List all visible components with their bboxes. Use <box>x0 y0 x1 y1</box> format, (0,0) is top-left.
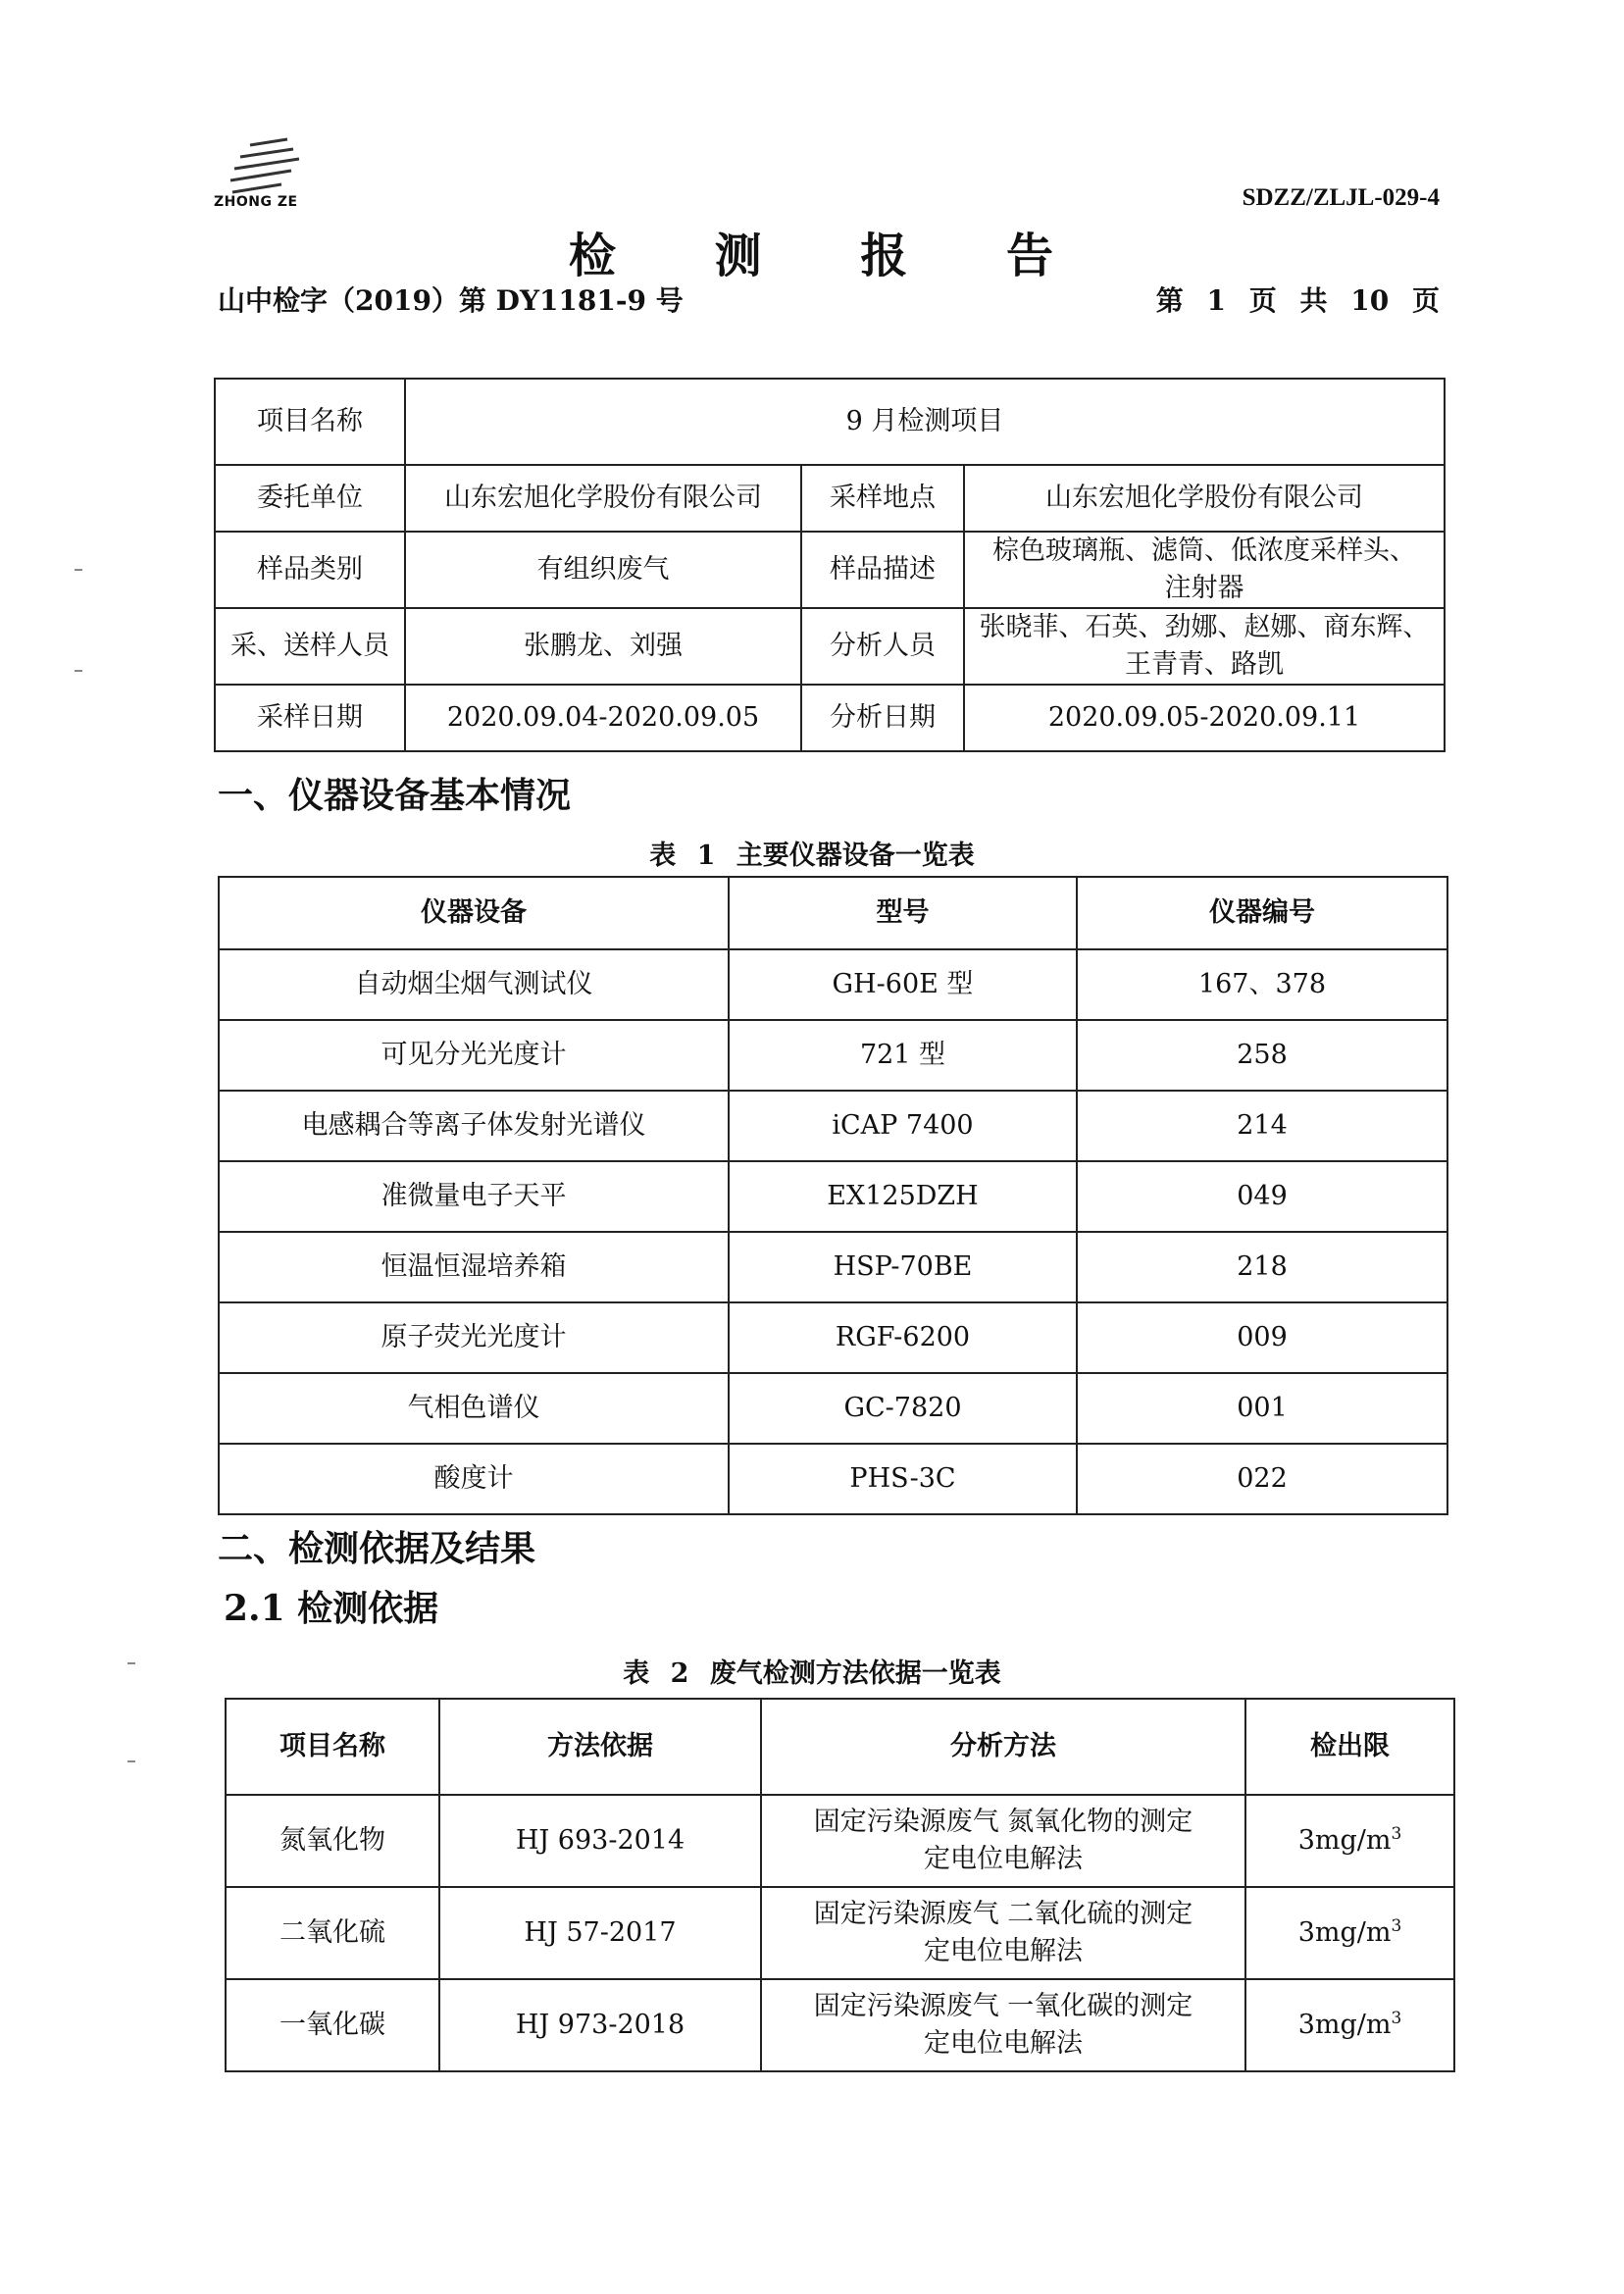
column-header: 分析方法 <box>761 1699 1245 1795</box>
instrument-name: 可见分光光度计 <box>219 1020 729 1091</box>
table-header-row <box>226 1699 1454 1795</box>
detection-limit <box>1245 1887 1454 1979</box>
desc-value-line: 注射器 <box>1164 573 1244 603</box>
project-value: 9 月检测项目 <box>405 379 1445 465</box>
limit-exponent: 3 <box>1391 1916 1402 1936</box>
subsection-heading: 2.1 检测依据 <box>224 1588 439 1629</box>
logo-text: ZHONG ZE <box>214 194 298 210</box>
sampler-label: 采、送样人员 <box>215 608 405 685</box>
project-label: 项目名称 <box>215 379 405 465</box>
analysis-method-line: 固定污染源废气 氮氧化物的测定 <box>813 1807 1193 1837</box>
client-value: 山东宏旭化学股份有限公司 <box>405 465 801 532</box>
instrument-name: 恒温恒湿培养箱 <box>219 1232 729 1302</box>
section-heading: 一、仪器设备基本情况 <box>218 775 572 816</box>
limit-value: 3mg/m <box>1297 1825 1392 1856</box>
pollutant-name: 氮氧化物 <box>226 1795 439 1887</box>
analyst-value-line: 王青青、路凯 <box>1125 649 1284 680</box>
instrument-id: 258 <box>1077 1020 1447 1091</box>
column-header: 型号 <box>729 877 1077 949</box>
analyst-label: 分析人员 <box>801 608 964 685</box>
instrument-model: HSP-70BE <box>729 1232 1077 1302</box>
instrument-id: 022 <box>1077 1444 1447 1514</box>
sample-date-value: 2020.09.04-2020.09.05 <box>405 685 801 751</box>
category-label: 样品类别 <box>215 532 405 608</box>
scan-mark <box>75 670 82 672</box>
column-header: 仪器编号 <box>1077 877 1447 949</box>
instrument-model: 721 型 <box>729 1020 1077 1091</box>
table-row <box>215 532 1445 608</box>
instrument-name: 电感耦合等离子体发射光谱仪 <box>219 1091 729 1161</box>
instrument-id: 218 <box>1077 1232 1447 1302</box>
instrument-model: PHS-3C <box>729 1444 1077 1514</box>
table-row <box>215 685 1445 751</box>
analyst-value <box>964 608 1445 685</box>
analysis-method-line: 固定污染源废气 一氧化碳的测定 <box>813 1991 1193 2021</box>
analysis-method-line: 定电位电解法 <box>924 2028 1083 2059</box>
sampler-value: 张鹏龙、刘强 <box>405 608 801 685</box>
analysis-date-value: 2020.09.05-2020.09.11 <box>964 685 1445 751</box>
category-value: 有组织废气 <box>405 532 801 608</box>
table-caption: 表 2 废气检测方法依据一览表 <box>623 1658 1001 1689</box>
limit-value: 3mg/m <box>1297 1917 1392 1948</box>
limit-exponent: 3 <box>1391 2009 1402 2028</box>
table-row <box>219 1020 1447 1091</box>
report-number: 山中检字（2019）第 DY1181-9 号 <box>218 284 684 317</box>
analysis-method-line: 定电位电解法 <box>924 1936 1083 1966</box>
analysis-date-label: 分析日期 <box>801 685 964 751</box>
limit-value: 3mg/m <box>1297 2010 1392 2040</box>
instrument-id: 214 <box>1077 1091 1447 1161</box>
table-row <box>219 1444 1447 1514</box>
table-row <box>215 379 1445 465</box>
table-caption: 表 1 主要仪器设备一览表 <box>649 841 975 871</box>
table-row <box>219 1373 1447 1444</box>
analysis-method <box>761 1887 1245 1979</box>
instrument-name: 原子荧光光度计 <box>219 1302 729 1373</box>
sample-date-label: 采样日期 <box>215 685 405 751</box>
instrument-id: 001 <box>1077 1373 1447 1444</box>
detection-limit <box>1245 1979 1454 2071</box>
method-standard: HJ 693-2014 <box>439 1795 761 1887</box>
instrument-model: EX125DZH <box>729 1161 1077 1232</box>
table-row <box>226 1979 1454 2071</box>
analysis-method <box>761 1795 1245 1887</box>
column-header: 方法依据 <box>439 1699 761 1795</box>
pollutant-name: 一氧化碳 <box>226 1979 439 2071</box>
limit-exponent: 3 <box>1391 1824 1402 1844</box>
column-header: 仪器设备 <box>219 877 729 949</box>
scan-mark <box>127 1760 135 1762</box>
column-header: 项目名称 <box>226 1699 439 1795</box>
instrument-name: 准微量电子天平 <box>219 1161 729 1232</box>
page-info: 第 1 页 共 10 页 <box>1155 284 1440 317</box>
desc-label: 样品描述 <box>801 532 964 608</box>
table-row <box>219 1091 1447 1161</box>
table-row <box>226 1795 1454 1887</box>
table-row <box>215 608 1445 685</box>
table-row <box>226 1887 1454 1979</box>
instrument-model: RGF-6200 <box>729 1302 1077 1373</box>
table-row <box>219 1302 1447 1373</box>
scan-mark <box>127 1662 135 1664</box>
detection-limit <box>1245 1795 1454 1887</box>
table-row <box>215 465 1445 532</box>
page-title: 检 测 报 告 <box>568 229 1095 283</box>
table-row <box>219 1232 1447 1302</box>
scan-mark <box>75 569 82 571</box>
desc-value-line: 棕色玻璃瓶、滤筒、低浓度采样头、 <box>992 535 1416 566</box>
instrument-model: iCAP 7400 <box>729 1091 1077 1161</box>
instrument-id: 167、378 <box>1077 949 1447 1020</box>
method-table <box>225 1698 1455 2072</box>
instrument-name: 自动烟尘烟气测试仪 <box>219 949 729 1020</box>
pollutant-name: 二氧化硫 <box>226 1887 439 1979</box>
method-standard: HJ 973-2018 <box>439 1979 761 2071</box>
analysis-method-line: 定电位电解法 <box>924 1844 1083 1874</box>
method-standard: HJ 57-2017 <box>439 1887 761 1979</box>
analysis-method <box>761 1979 1245 2071</box>
instrument-model: GC-7820 <box>729 1373 1077 1444</box>
table-header-row <box>219 877 1447 949</box>
analysis-method-line: 固定污染源废气 二氧化硫的测定 <box>813 1899 1193 1929</box>
instrument-table <box>218 876 1448 1515</box>
table-row <box>219 1161 1447 1232</box>
site-label: 采样地点 <box>801 465 964 532</box>
column-header: 检出限 <box>1245 1699 1454 1795</box>
project-info-table <box>214 378 1446 752</box>
analyst-value-line: 张晓菲、石英、劲娜、赵娜、商东辉、 <box>979 612 1430 642</box>
table-row <box>219 949 1447 1020</box>
document-code: SDZZ/ZLJL-029-4 <box>1242 184 1440 211</box>
instrument-id: 049 <box>1077 1161 1447 1232</box>
instrument-id: 009 <box>1077 1302 1447 1373</box>
client-label: 委托单位 <box>215 465 405 532</box>
instrument-name: 气相色谱仪 <box>219 1373 729 1444</box>
section-heading: 二、检测依据及结果 <box>218 1528 536 1569</box>
desc-value <box>964 532 1445 608</box>
instrument-name: 酸度计 <box>219 1444 729 1514</box>
site-value: 山东宏旭化学股份有限公司 <box>964 465 1445 532</box>
instrument-model: GH-60E 型 <box>729 949 1077 1020</box>
